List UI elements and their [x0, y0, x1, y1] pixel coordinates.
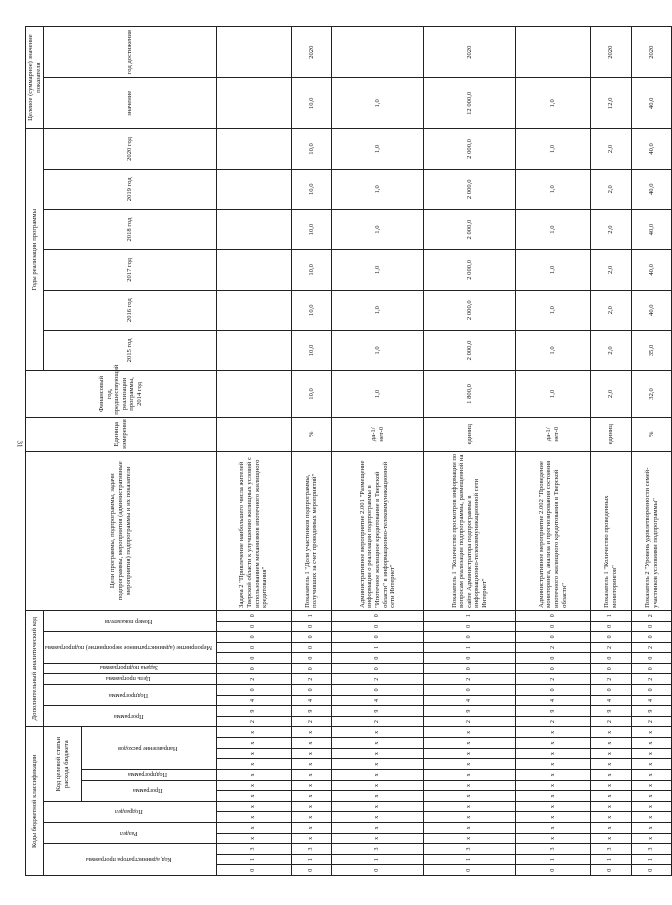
table-row [291, 27, 332, 876]
code-cell: 9 [424, 706, 516, 717]
year-value-cell: 2 000,0 [424, 209, 516, 249]
code-cell: 2 [424, 716, 516, 727]
code-cell: 0 [631, 632, 672, 643]
code-cell: x [590, 738, 631, 749]
year-value-cell: 40,0 [631, 169, 672, 209]
y2015-header: 2015 год [44, 330, 217, 370]
year-value-cell: 1,0 [516, 290, 591, 330]
code-cell: 2 [216, 674, 291, 685]
code-cell: x [216, 738, 291, 749]
year-reached-header: год достижения [44, 27, 217, 78]
code-cell: x [424, 770, 516, 781]
table-row [216, 27, 291, 876]
target-group-header: Целевое (суммарное) значение показателя [26, 27, 44, 129]
code-cell: 0 [332, 632, 424, 643]
year-value-cell: 2 000,0 [424, 129, 516, 169]
code-cell: 4 [590, 695, 631, 706]
code-cell: x [631, 738, 672, 749]
code-cell: x [590, 801, 631, 812]
code-cell: 3 [332, 844, 424, 855]
code-cell: x [590, 823, 631, 834]
years-group-header: Годы реализации программы [26, 129, 44, 371]
code-cell: 2 [291, 716, 332, 727]
target-article-header: Код целевой статьи расхода бюджета [44, 727, 82, 801]
code-cell: 2 [332, 716, 424, 727]
year-value-cell: 2,0 [590, 330, 631, 370]
year-value-cell: 2 000,0 [424, 330, 516, 370]
code-cell: x [631, 770, 672, 781]
year-value-cell: 2 000,0 [424, 290, 516, 330]
year-value-cell [216, 250, 291, 290]
goal-text-cell: Задача 2 "Привлечение наибольшего числа жителей Тверской области к улучшению жилищных условий с использованием механизмов ипотечного жилищного кредитования" [216, 451, 291, 610]
code-cell: 2 [590, 716, 631, 727]
year-value-cell: 40,0 [631, 250, 672, 290]
code-cell: 0 [424, 865, 516, 876]
code-cell: 3 [516, 844, 591, 855]
code-cell: x [424, 738, 516, 749]
code-cell: x [631, 833, 672, 844]
code-cell: x [216, 812, 291, 823]
base-year-cell: 10,0 [291, 371, 332, 418]
code-cell: x [631, 812, 672, 823]
unit-header: Единица измерения [26, 417, 217, 451]
code-cell: x [291, 770, 332, 781]
code-cell: 0 [291, 642, 332, 653]
year-value-cell: 2,0 [590, 290, 631, 330]
y2017-header: 2017 год [44, 250, 217, 290]
code-cell: 4 [291, 695, 332, 706]
code-cell: 0 [516, 632, 591, 643]
year-value-cell: 40,0 [631, 290, 672, 330]
code-cell: x [291, 823, 332, 834]
code-cell: 0 [332, 653, 424, 664]
code-cell: 4 [424, 695, 516, 706]
code-cell: x [332, 727, 424, 738]
code-cell: 0 [332, 685, 424, 696]
code-cell: 0 [516, 663, 591, 674]
code-cell: 2 [631, 610, 672, 621]
table-row [332, 27, 424, 876]
code-cell: x [424, 727, 516, 738]
code-cell: 1 [332, 854, 424, 865]
unit-cell [216, 417, 291, 451]
code-cell: x [332, 801, 424, 812]
year-value-cell [216, 169, 291, 209]
code-cell: 1 [332, 642, 424, 653]
code-cell: x [631, 801, 672, 812]
code-cell: x [516, 801, 591, 812]
an-indicator-header: Номер показателя [44, 610, 217, 631]
code-cell: x [631, 748, 672, 759]
year-value-cell: 10,0 [291, 290, 332, 330]
year-value-cell: 10,0 [291, 169, 332, 209]
code-cell: x [516, 780, 591, 791]
code-cell: x [590, 759, 631, 770]
goal-text-cell: Административное мероприятие 2.001 "Размещение информации о реализации подпрограммы в "Ипотечное жилищное кредитование в Тверской области" в информационно-телекоммуникационной сети Интернет" [332, 451, 424, 610]
code-cell: x [291, 780, 332, 791]
code-cell: x [516, 833, 591, 844]
code-cell: x [216, 780, 291, 791]
target-value-cell: 10,0 [291, 78, 332, 129]
code-cell: x [516, 770, 591, 781]
code-cell: 1 [291, 610, 332, 621]
code-cell: 0 [216, 632, 291, 643]
y2019-header: 2019 год [44, 169, 217, 209]
code-cell: 2 [516, 642, 591, 653]
program-indicators-table [25, 26, 672, 876]
code-cell: x [216, 727, 291, 738]
base-year-cell: 32,0 [631, 371, 672, 418]
code-cell: x [424, 801, 516, 812]
expense-direction-header: Направление расходов [81, 727, 216, 770]
code-cell: 0 [424, 632, 516, 643]
code-cell: 2 [332, 674, 424, 685]
code-cell: x [516, 727, 591, 738]
code-cell: x [516, 812, 591, 823]
code-cell: x [590, 770, 631, 781]
code-cell: x [424, 791, 516, 802]
code-cell: x [590, 748, 631, 759]
code-cell: 0 [590, 632, 631, 643]
code-cell: 3 [631, 844, 672, 855]
code-cell: 9 [291, 706, 332, 717]
code-cell: 2 [590, 674, 631, 685]
code-cell: 0 [590, 621, 631, 632]
base-year-cell: 1,0 [332, 371, 424, 418]
code-cell: x [631, 780, 672, 791]
header-row-1 [26, 27, 44, 876]
y2016-header: 2016 год [44, 290, 217, 330]
code-cell: 3 [291, 844, 332, 855]
code-cell: 2 [631, 674, 672, 685]
code-cell: 1 [216, 854, 291, 865]
goal-text-cell: Показатель 2 "Уровень удовлетворенности семей-участников условиями подпрограммы" [631, 451, 672, 610]
code-cell: 0 [216, 621, 291, 632]
target-value-cell: 1,0 [516, 78, 591, 129]
code-cell: 4 [332, 695, 424, 706]
value-header: значение [44, 78, 217, 129]
code-cell: x [424, 833, 516, 844]
code-cell: 3 [424, 844, 516, 855]
goal-text-cell: Показатель 1 "Количество просмотров информации по вопросам реализации подпрограммы, размещенной на сайте Администратора подпрограммы в информационно-телекоммуникационной сети Интернет" [424, 451, 516, 610]
year-value-cell [216, 290, 291, 330]
year-value-cell: 1,0 [516, 169, 591, 209]
target-year-cell: 2020 [291, 27, 332, 78]
code-cell: 0 [424, 663, 516, 674]
code-cell: 0 [332, 621, 424, 632]
year-value-cell: 2,0 [590, 209, 631, 249]
code-cell: 0 [332, 865, 424, 876]
code-cell: 0 [291, 685, 332, 696]
code-cell: 9 [516, 706, 591, 717]
code-cell: x [332, 780, 424, 791]
code-cell: x [291, 801, 332, 812]
code-cell: 0 [424, 685, 516, 696]
code-cell: 3 [216, 844, 291, 855]
code-cell: x [332, 770, 424, 781]
code-cell: 0 [590, 685, 631, 696]
year-value-cell: 40,0 [631, 129, 672, 169]
year-value-cell: 1,0 [332, 129, 424, 169]
code-cell: x [590, 791, 631, 802]
code-cell: 1 [516, 854, 591, 865]
table-row [516, 27, 591, 876]
code-cell: 0 [332, 610, 424, 621]
code-cell: x [216, 759, 291, 770]
code-cell: x [332, 791, 424, 802]
code-cell: 0 [216, 642, 291, 653]
code-cell: x [516, 791, 591, 802]
target-year-cell [216, 27, 291, 78]
code-cell: x [332, 833, 424, 844]
code-cell: x [216, 833, 291, 844]
an-goal-header: Цель программы [44, 674, 217, 685]
y2018-header: 2018 год [44, 209, 217, 249]
code-cell: 2 [424, 674, 516, 685]
code-cell: 9 [631, 706, 672, 717]
target-value-cell: 40,0 [631, 78, 672, 129]
code-cell: 2 [590, 642, 631, 653]
code-cell: x [631, 791, 672, 802]
code-cell: x [216, 770, 291, 781]
code-cell: 0 [516, 621, 591, 632]
an-activity-header: Мероприятие (административное мероприятие) подпрограммы [44, 632, 217, 664]
base-year-cell: 1,0 [516, 371, 591, 418]
year-value-cell: 10,0 [291, 330, 332, 370]
code-cell: 0 [216, 663, 291, 674]
code-cell: 0 [631, 621, 672, 632]
code-cell: x [424, 823, 516, 834]
code-cell: 1 [631, 854, 672, 865]
code-cell: x [631, 727, 672, 738]
code-cell: 0 [590, 653, 631, 664]
target-value-cell: 12 000,0 [424, 78, 516, 129]
an-subprogram-header: Подпрограмма [44, 685, 217, 706]
code-cell: x [332, 738, 424, 749]
table-row [424, 27, 516, 876]
target-year-cell: 2020 [590, 27, 631, 78]
code-cell: 3 [590, 844, 631, 855]
code-cell: x [590, 812, 631, 823]
code-cell: 2 [216, 716, 291, 727]
target-value-cell: 12,0 [590, 78, 631, 129]
y2020-header: 2020 год [44, 129, 217, 169]
unit-cell: да-1/ нет-0 [332, 417, 424, 451]
page-number: 31 [15, 440, 24, 448]
goals-header: Цели программы, подпрограммы, задачи подпрограммы, мероприятия (административные мероприятия) подпрограммы и их показатели [26, 451, 217, 610]
year-value-cell: 1,0 [332, 290, 424, 330]
code-cell: 0 [631, 663, 672, 674]
year-value-cell: 40,0 [631, 209, 672, 249]
code-cell: x [291, 727, 332, 738]
goal-text-cell: Показатель 1 "Количество проведенных мониторингов" [590, 451, 631, 610]
code-cell: 0 [291, 621, 332, 632]
code-cell: x [332, 748, 424, 759]
year-value-cell: 10,0 [291, 129, 332, 169]
code-cell: 1 [424, 854, 516, 865]
code-cell: 0 [631, 865, 672, 876]
code-cell: 0 [424, 653, 516, 664]
code-cell: 0 [590, 663, 631, 674]
code-cell: x [216, 823, 291, 834]
code-cell: 2 [631, 716, 672, 727]
code-cell: x [424, 780, 516, 791]
code-cell: x [516, 759, 591, 770]
code-cell: 2 [516, 716, 591, 727]
unit-cell: % [291, 417, 332, 451]
target-value-cell [216, 78, 291, 129]
code-cell: x [590, 727, 631, 738]
code-cell: x [590, 833, 631, 844]
year-value-cell: 10,0 [291, 250, 332, 290]
code-cell: x [216, 748, 291, 759]
code-cell: x [516, 748, 591, 759]
code-cell: 9 [216, 706, 291, 717]
year-value-cell: 1,0 [516, 330, 591, 370]
code-cell: 2 [291, 674, 332, 685]
year-value-cell: 1,0 [332, 330, 424, 370]
year-value-cell: 2,0 [590, 129, 631, 169]
code-cell: 1 [424, 642, 516, 653]
year-value-cell: 1,0 [516, 250, 591, 290]
code-cell: 0 [516, 865, 591, 876]
admin-code-header: Код администратора программы [44, 844, 217, 876]
base-year-cell [216, 371, 291, 418]
code-cell: x [291, 738, 332, 749]
code-cell: x [590, 780, 631, 791]
code-cell: 0 [631, 653, 672, 664]
year-value-cell: 1,0 [332, 250, 424, 290]
code-cell: 4 [631, 695, 672, 706]
code-cell: 0 [291, 632, 332, 643]
year-value-cell: 1,0 [516, 129, 591, 169]
year-value-cell: 1,0 [332, 169, 424, 209]
code-cell: x [291, 812, 332, 823]
an-program-header: Программа [44, 706, 217, 727]
code-cell: 1 [590, 610, 631, 621]
code-cell: x [516, 738, 591, 749]
fin-year-header: Финансовый год, предшествующий реализации программы, 2014 год [26, 371, 217, 418]
year-value-cell [216, 209, 291, 249]
target-year-cell: 2020 [631, 27, 672, 78]
code-cell: x [291, 791, 332, 802]
target-year-cell [516, 27, 591, 78]
code-cell: x [424, 812, 516, 823]
code-cell: x [424, 759, 516, 770]
unit-cell: да-1/ нет-0 [516, 417, 591, 451]
code-cell: 1 [291, 854, 332, 865]
code-cell: 0 [332, 663, 424, 674]
code-cell: 0 [631, 685, 672, 696]
code-cell: x [291, 748, 332, 759]
table-body [216, 27, 672, 876]
goal-text-cell: Показатель 1 "Доля участников подпрограммы, получивших за счет проводимых мероприятий" [291, 451, 332, 610]
year-value-cell: 2 000,0 [424, 169, 516, 209]
code-cell: 1 [590, 854, 631, 865]
year-value-cell [216, 129, 291, 169]
target-value-cell: 1,0 [332, 78, 424, 129]
year-value-cell: 2,0 [590, 250, 631, 290]
unit-cell: единиц [424, 417, 516, 451]
code-cell: x [631, 759, 672, 770]
code-cell: 2 [516, 674, 591, 685]
code-cell: 9 [332, 706, 424, 717]
target-year-cell: 2020 [424, 27, 516, 78]
table-row [631, 27, 672, 876]
code-cell: 0 [516, 685, 591, 696]
code-cell: x [424, 748, 516, 759]
kbk-group-header: Коды бюджетной классификации [26, 727, 44, 876]
rotated-page [25, 26, 659, 876]
code-cell: x [332, 823, 424, 834]
code-cell: x [216, 791, 291, 802]
year-value-cell: 1,0 [516, 209, 591, 249]
code-cell: 4 [216, 695, 291, 706]
code-cell: x [216, 801, 291, 812]
unit-cell: единиц [590, 417, 631, 451]
year-value-cell: 2 000,0 [424, 250, 516, 290]
code-cell: x [332, 759, 424, 770]
base-year-cell: 1 800,0 [424, 371, 516, 418]
code-cell: x [631, 823, 672, 834]
program-code-header: Программа [81, 780, 216, 801]
year-value-cell: 1,0 [332, 209, 424, 249]
goal-text-cell: Административное мероприятие 2.002 "Проведение мониторинга, анализа и прогнозирования состояния ипотечного жилищного кредитования в Тверской области" [516, 451, 591, 610]
code-cell: 0 [291, 653, 332, 664]
code-cell: 9 [590, 706, 631, 717]
code-cell: 0 [590, 865, 631, 876]
year-value-cell [216, 330, 291, 370]
code-cell: 0 [216, 653, 291, 664]
code-cell: 0 [516, 610, 591, 621]
code-cell: 0 [291, 663, 332, 674]
code-cell: 0 [516, 653, 591, 664]
code-cell: x [332, 812, 424, 823]
year-value-cell: 35,0 [631, 330, 672, 370]
code-cell: 0 [424, 621, 516, 632]
code-cell: x [516, 823, 591, 834]
code-cell: x [291, 833, 332, 844]
code-cell: 4 [516, 695, 591, 706]
year-value-cell: 2,0 [590, 169, 631, 209]
code-cell: x [291, 759, 332, 770]
analytic-group-header: Дополнительный аналитический код [26, 610, 44, 727]
base-year-cell: 2,0 [590, 371, 631, 418]
code-cell: 0 [291, 865, 332, 876]
year-value-cell: 10,0 [291, 209, 332, 249]
code-cell: 0 [216, 610, 291, 621]
code-cell: 1 [424, 610, 516, 621]
table-row [590, 27, 631, 876]
code-cell: 0 [216, 865, 291, 876]
section-header: Раздел [44, 823, 217, 844]
code-cell: 0 [216, 685, 291, 696]
an-task-header: Задача подпрограммы [44, 663, 217, 674]
subsection-header: Подраздел [44, 801, 217, 822]
code-cell: 2 [631, 642, 672, 653]
target-year-cell [332, 27, 424, 78]
subprogram-code-header: Подпрограмма [81, 770, 216, 781]
unit-cell: % [631, 417, 672, 451]
